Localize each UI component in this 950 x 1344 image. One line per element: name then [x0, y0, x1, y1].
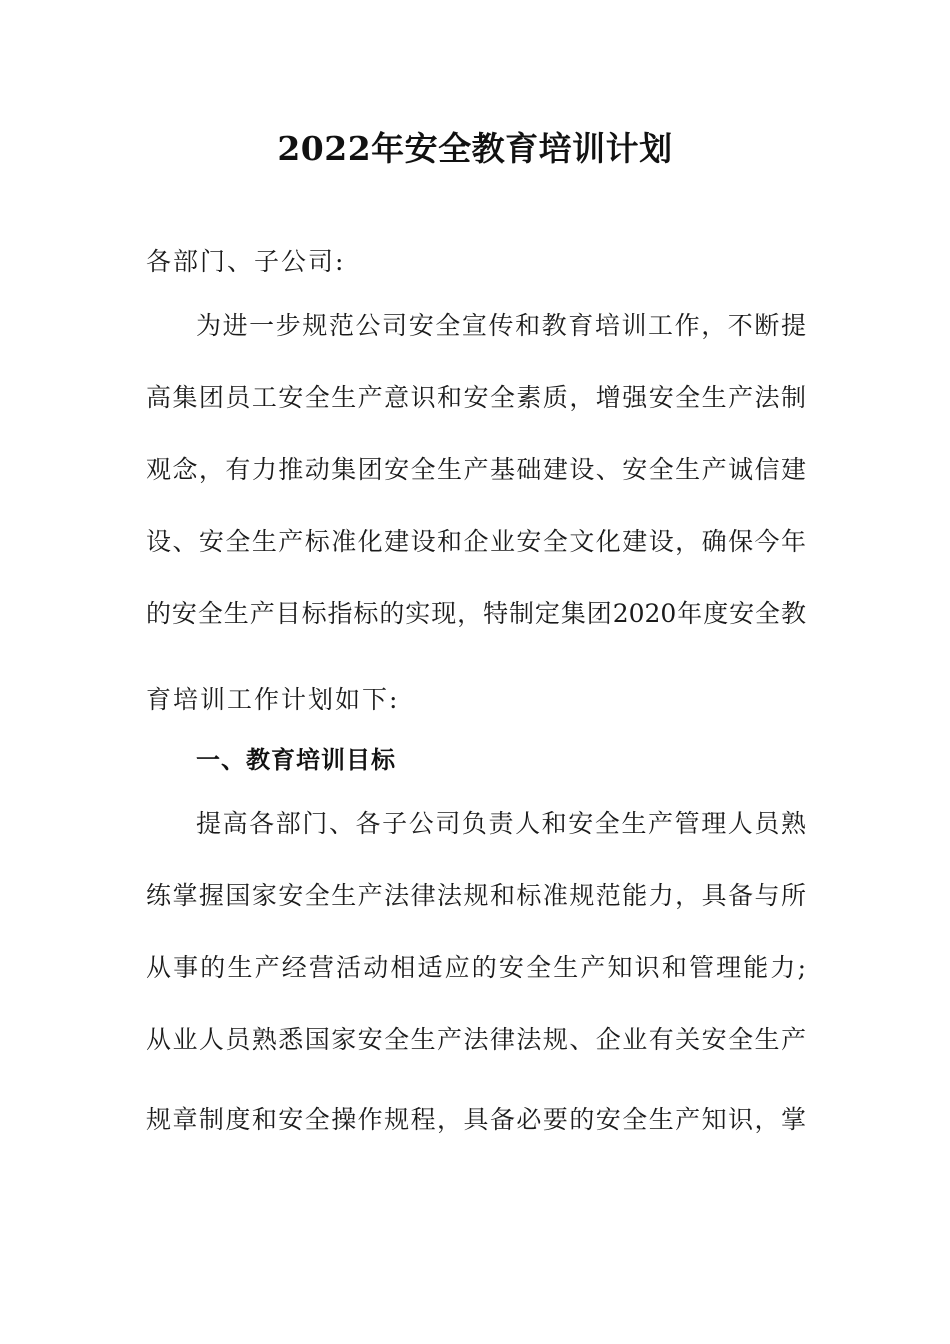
- section1-line-3: 从事的生产经营活动相适应的安全生产知识和管理能力;: [146, 953, 806, 982]
- section1-line-4: 从业人员熟悉国家安全生产法律法规、企业有关安全生产: [146, 1025, 806, 1054]
- intro-line-1: 为进一步规范公司安全宣传和教育培训工作，不断提: [196, 311, 806, 340]
- intro-line-5: 的安全生产目标指标的实现，特制定集团2020年度安全教: [146, 599, 806, 628]
- section1-line-2: 练掌握国家安全生产法律法规和标准规范能力，具备与所: [146, 881, 806, 910]
- intro-line-6: 育培训工作计划如下:: [146, 685, 400, 714]
- salutation: 各部门、子公司:: [146, 247, 346, 276]
- intro-line-2: 高集团员工安全生产意识和安全素质，增强安全生产法制: [146, 383, 806, 412]
- intro-line-4: 设、安全生产标准化建设和企业安全文化建设，确保今年: [146, 527, 806, 556]
- intro-line-3: 观念，有力推动集团安全生产基础建设、安全生产诚信建: [146, 455, 806, 484]
- section1-line-5: 规章制度和安全操作规程，具备必要的安全生产知识，掌: [146, 1105, 806, 1134]
- section-heading-1: 一、教育培训目标: [196, 746, 396, 774]
- section1-line-1: 提高各部门、各子公司负责人和安全生产管理人员熟: [196, 809, 806, 838]
- document-title: 2022年安全教育培训计划: [277, 129, 673, 168]
